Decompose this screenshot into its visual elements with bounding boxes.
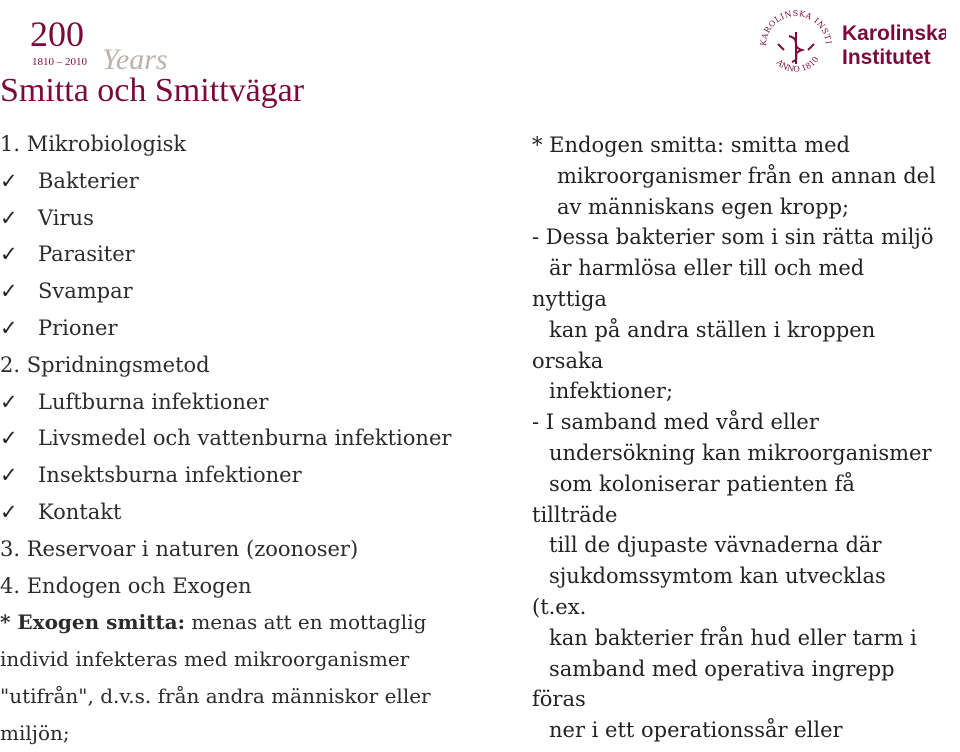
endogen-paragraph [532, 130, 957, 746]
line-text: Insektsburna infektioner [38, 463, 302, 488]
text-line: - I samband med vård eller [532, 410, 819, 435]
check-list-item [0, 457, 500, 494]
text-line: av människans egen kropp; [557, 194, 850, 219]
checkmark-icon: ✓ [0, 205, 18, 230]
seal-emblem-icon [778, 32, 814, 64]
check-list-item [0, 163, 500, 200]
text-line: tillträde [532, 502, 618, 527]
checkmark-icon: ✓ [0, 315, 18, 340]
exogen-line3: "utifrån", d.v.s. från andra människor eller [0, 683, 431, 708]
page-title: Smitta och Smittvägar [0, 72, 305, 109]
exogen-lead: * Exogen smitta: [0, 610, 185, 635]
anniversary-logo [30, 14, 190, 72]
exogen-line1: menas att en mottaglig [184, 610, 427, 635]
line-text: Livsmedel och vattenburna infektioner [38, 426, 452, 451]
text-line: nyttiga [532, 286, 607, 311]
anniversary-word: Years [102, 43, 168, 72]
checkmark-icon: ✓ [0, 426, 18, 451]
text-line: * Endogen smitta: smitta med [532, 133, 851, 157]
text-line: orsaka [532, 348, 604, 373]
left-column [0, 126, 500, 752]
checkmark-icon: ✓ [0, 242, 18, 267]
check-list-item [0, 420, 500, 457]
line-text: 4. Endogen och Exogen [0, 573, 252, 598]
line-text: Virus [38, 205, 94, 230]
checkmark-icon: ✓ [0, 168, 18, 193]
checkmark-icon: ✓ [0, 389, 18, 414]
checkmark-icon: ✓ [0, 279, 18, 304]
line-text: Prioner [38, 315, 118, 340]
exogen-paragraph [0, 604, 500, 751]
numbered-heading [0, 531, 500, 568]
numbered-heading [0, 347, 500, 384]
line-text: 2. Spridningsmetod [0, 352, 210, 377]
ki-name-line1: Karolinska [842, 22, 946, 45]
left-list [0, 126, 500, 604]
check-list-item [0, 273, 500, 310]
text-line: kan bakterier från hud eller tarm i [549, 625, 917, 650]
check-list-item [0, 494, 500, 531]
check-list-item [0, 384, 500, 421]
exogen-line4: miljön; [0, 720, 70, 745]
line-text: Parasiter [38, 242, 135, 267]
text-line: föras [532, 687, 586, 712]
check-list-item [0, 200, 500, 237]
check-list-item [0, 236, 500, 273]
anniversary-number: 200 [30, 14, 84, 54]
right-column [532, 130, 957, 746]
karolinska-logo [756, 6, 946, 84]
numbered-heading [0, 126, 500, 163]
text-line: mikroorganismer från en annan del [557, 163, 936, 188]
seal-text: KAROLINSKA INSTI [758, 8, 833, 47]
text-line: till de djupaste vävnaderna där [549, 533, 882, 558]
line-text: Bakterier [38, 168, 139, 193]
line-text: Kontakt [38, 499, 122, 524]
text-line: - Dessa bakterier som i sin rätta miljö [532, 225, 934, 250]
text-line: sjukdomssymtom kan utvecklas [549, 564, 886, 589]
anniversary-years: 1810 – 2010 [32, 56, 87, 68]
text-line: som koloniserar patienten få [549, 471, 855, 496]
text-line: (t.ex. [532, 594, 587, 619]
text-line: ner i ett operationssår eller [549, 718, 843, 743]
text-line: är harmlösa eller till och med [549, 256, 865, 281]
line-text: Luftburna infektioner [38, 389, 269, 414]
check-list-item [0, 310, 500, 347]
checkmark-icon: ✓ [0, 463, 18, 488]
line-text: Svampar [38, 279, 133, 304]
text-line: infektioner; [549, 379, 674, 404]
text-line: samband med operativa ingrepp [549, 656, 895, 681]
numbered-heading [0, 568, 500, 605]
line-text: 1. Mikrobiologisk [0, 132, 187, 156]
checkmark-icon: ✓ [0, 499, 18, 524]
exogen-line2: individ infekteras med mikroorganismer [0, 647, 410, 672]
ki-name-line2: Institutet [842, 46, 931, 69]
line-text: 3. Reservoar i naturen (zoonoser) [0, 536, 359, 561]
text-line: undersökning kan mikroorganismer [549, 440, 932, 465]
text-line: kan på andra ställen i kroppen [549, 317, 876, 342]
seal-year: ANNO 1810 [774, 55, 821, 74]
